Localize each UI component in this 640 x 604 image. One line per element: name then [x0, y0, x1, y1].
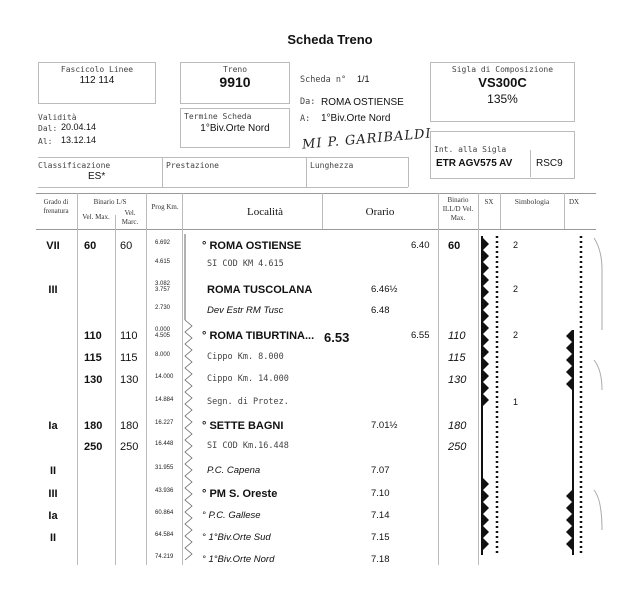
- classificazione-value: ES*: [88, 171, 106, 182]
- progressive-track-line: [180, 230, 200, 570]
- row-localita: Segn. di Protez.: [207, 397, 289, 407]
- row-prog: 14.884: [155, 397, 174, 403]
- row-prog: 74.219: [155, 554, 174, 560]
- row-prog: 8.000: [155, 352, 171, 358]
- int-sigla-box: [430, 131, 575, 179]
- row-vel-max: 115: [84, 352, 102, 364]
- row-vel-marc: 130: [120, 374, 139, 386]
- row-localita: ° ROMA OSTIENSE: [202, 240, 302, 252]
- row-prog: 16.227: [155, 420, 174, 426]
- hdr-vel-max: Vel. Max.: [82, 213, 110, 221]
- row-binario-vel: 60: [448, 240, 461, 252]
- row-grado: Ia: [48, 510, 58, 522]
- row-simbologia: 2: [513, 330, 519, 340]
- row-vel-max: 110: [84, 330, 102, 342]
- row-arrival: 6.46½: [371, 284, 398, 295]
- row-vel-marc: 180: [120, 420, 139, 432]
- dal-value: 20.04.14: [61, 122, 97, 132]
- row-localita: Cippo Km. 14.000: [207, 374, 289, 384]
- row-binario-vel: 115: [448, 352, 466, 364]
- hdr-vel-marc: Vel. Marc.: [121, 209, 139, 226]
- row-simbologia: 2: [513, 284, 519, 294]
- sigla-label: Sigla di Composizione: [451, 65, 554, 74]
- row-prog: 3.082 3.757: [155, 281, 171, 293]
- row-vel-max: 180: [84, 420, 103, 432]
- hdr-binario: Binario L/S: [93, 198, 127, 206]
- row-localita: Cippo Km. 8.000: [207, 352, 284, 362]
- row-arrival: 7.10: [371, 488, 390, 499]
- hdr-orario: Orario: [365, 206, 395, 218]
- row-localita: ROMA TUSCOLANA: [207, 284, 313, 296]
- row-prog: 64.584: [155, 532, 174, 538]
- a-label: A:: [300, 114, 311, 124]
- fascicolo-value: 112 114: [79, 75, 115, 86]
- row-localita: ° 1°Biv.Orte Sud: [202, 532, 271, 543]
- prestazione-label: Prestazione: [166, 161, 219, 170]
- row-localita: ° 1°Biv.Orte Nord: [202, 554, 275, 565]
- row-grado: VII: [46, 240, 60, 252]
- fascicolo-label: Fascicolo Linee: [60, 65, 134, 74]
- termine-value: 1°Biv.Orte Nord: [200, 123, 270, 134]
- treno-label: Treno: [222, 65, 248, 74]
- row-prog: 14.000: [155, 374, 174, 380]
- row-arrival: 6.48: [371, 305, 390, 316]
- row-prog: 31.955: [155, 465, 174, 471]
- row-localita: ° SETTE BAGNI: [202, 420, 284, 432]
- row-prog: 16.448: [155, 441, 174, 447]
- lunghezza-label: Lunghezza: [310, 161, 354, 170]
- row-binario-vel: 110: [448, 330, 466, 342]
- int-sigla-label: Int. alla Sigla: [434, 145, 507, 154]
- termine-label: Termine Scheda: [184, 112, 252, 121]
- a-value: 1°Biv.Orte Nord: [321, 113, 391, 124]
- rsc-value: RSC9: [536, 158, 563, 169]
- hdr-dx: DX: [568, 198, 580, 206]
- hdr-sx: SX: [484, 198, 494, 206]
- row-grado: II: [49, 532, 57, 544]
- row-grado: II: [49, 465, 57, 477]
- row-vel-max: 130: [84, 374, 103, 386]
- symbology-graphic: [476, 230, 606, 570]
- al-label: Al:: [38, 137, 53, 146]
- row-vel-max: 60: [84, 240, 97, 252]
- row-vel-marc: 250: [120, 441, 139, 453]
- classificazione-label: Classificazione: [38, 161, 111, 170]
- row-prog: 60.864: [155, 510, 174, 516]
- row-simbologia: 2: [513, 240, 519, 250]
- row-prog: 0.000 4.505: [155, 327, 171, 339]
- row-grado: III: [48, 488, 58, 500]
- row-localita: SI COD KM 4.615: [207, 259, 284, 269]
- dal-label: Dal:: [38, 124, 58, 133]
- row-arrival: 7.14: [371, 510, 390, 521]
- row-grado: III: [48, 284, 58, 296]
- da-value: ROMA OSTIENSE: [321, 97, 404, 108]
- row-prog: 4.615: [155, 259, 171, 265]
- row-simbologia: 1: [513, 397, 519, 407]
- row-binario-vel: 250: [448, 441, 467, 453]
- row-grado: Ia: [48, 420, 58, 432]
- row-vel-marc: 110: [120, 330, 138, 342]
- scheda-label: Scheda n°: [300, 75, 347, 85]
- row-localita: ° PM S. Oreste: [202, 488, 278, 500]
- hdr-localita: Località: [246, 206, 284, 218]
- row-vel-marc: 115: [120, 352, 138, 364]
- row-arrival: 7.01½: [371, 420, 398, 431]
- scheda-value: 1/1: [357, 74, 370, 84]
- row-localita: ° P.C. Gallese: [202, 510, 261, 521]
- row-localita: ° ROMA TIBURTINA...: [202, 330, 315, 342]
- sigla-code: VS300C: [478, 75, 527, 90]
- row-localita: P.C. Capena: [207, 465, 261, 476]
- da-label: Da:: [300, 97, 316, 107]
- row-departure: 6.55: [411, 330, 430, 341]
- int-sigla-value: ETR AGV575 AV: [436, 158, 513, 169]
- hdr-prog: Prog Km.: [151, 203, 179, 211]
- row-vel-marc: 60: [120, 240, 133, 252]
- row-arrival: 6.53: [324, 330, 350, 345]
- hdr-simbologia: Simbologia: [514, 197, 550, 206]
- row-localita: Dev Estr RM Tusc: [207, 305, 284, 316]
- row-localita: SI COD Km.16.448: [207, 441, 289, 451]
- al-value: 13.12.14: [61, 135, 97, 145]
- validita-label: Validità: [38, 113, 77, 122]
- row-departure: 6.40: [411, 240, 430, 251]
- page-title: Scheda Treno: [287, 32, 373, 47]
- hdr-grado: Grado di frenatura: [43, 198, 69, 215]
- row-prog: 43.936: [155, 488, 174, 494]
- row-arrival: 7.18: [371, 554, 390, 565]
- row-prog: 2.730: [155, 305, 171, 311]
- hdr-bin-ill: Binario ILL/D Vel. Max.: [442, 196, 474, 222]
- handwritten-note: MI P. GARIBALDI: [301, 126, 433, 153]
- treno-value: 9910: [219, 74, 251, 90]
- sigla-pct: 135%: [487, 92, 518, 106]
- row-arrival: 7.07: [371, 465, 390, 476]
- row-binario-vel: 180: [448, 420, 467, 432]
- row-arrival: 7.15: [371, 532, 390, 543]
- row-prog: 6.692: [155, 240, 171, 246]
- row-binario-vel: 130: [448, 374, 467, 386]
- row-vel-max: 250: [84, 441, 103, 453]
